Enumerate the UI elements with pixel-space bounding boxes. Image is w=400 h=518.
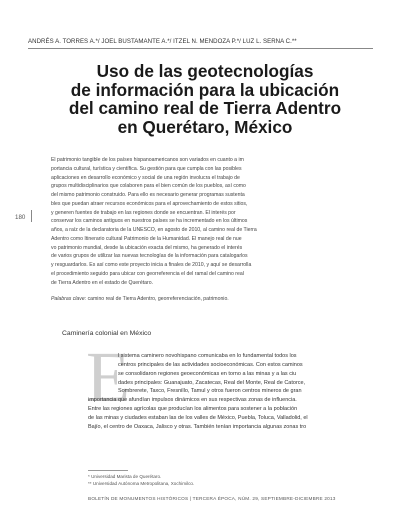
- abstract-line: El patrimonio tangible de los países hispanoamericanos son variados en cuanto a im: [51, 157, 244, 163]
- abstract-line: conservar los caminos antiguos en nuestros países se ha incrementado en los últimos: [51, 218, 248, 225]
- footnote: * Universidad Marista de Querétaro.: [88, 474, 162, 479]
- article-title: [40, 62, 370, 136]
- body-line: centros principales de las actividades socioeconómicas. Con estos caminos: [118, 361, 303, 368]
- keywords-label: Palabras clave:: [51, 296, 87, 302]
- abstract-line: aplicaciones en desarrollo económico y social de una región involucra el trabajo de: [51, 174, 240, 181]
- body-line: importancia que afundían impulsos dinámicos en sus respectivas zonas de influencia.: [88, 397, 297, 404]
- body-line: dades principales: Guanajuato, Zacatecas, Real del Monte, Real de Catorce,: [118, 379, 306, 386]
- body-line: Entre las regiones agrícolas que producían los alimentos para sostener a la población: [88, 406, 298, 413]
- keywords-text: camino real de Tierra Adentro, georreferenciación, patrimonio.: [86, 296, 229, 302]
- abstract-paragraph: [51, 156, 324, 287]
- page-number-marker: [31, 210, 32, 222]
- abstract-line: el procedimiento seguido para ubicar con georreferencia el del ramal del camino real: [51, 270, 244, 277]
- body-line: se consolidaron regiones geoeconómicas en torno a las minas y a las ciu: [118, 370, 297, 377]
- body-line: de las minas y ciudades estaban las de los valles de México, Puebla, Toluca, Valladolid, el: [88, 414, 308, 421]
- body-line: l sistema caminero novohispano comunicaba en lo fundamental todos los: [118, 353, 297, 359]
- page-number: 180: [15, 214, 26, 221]
- footnote-rule: [88, 470, 128, 471]
- abstract-line: vo patrimonio mundial, desde la ubicación exacta del mismo, ha generado el interés: [51, 244, 243, 251]
- abstract-line: de varios grupos de utilizar las nuevas tecnologías de la información para catalogarlos: [51, 253, 248, 260]
- abstract: [51, 156, 324, 287]
- title-line: de información para la ubicación: [70, 79, 340, 100]
- keywords: [51, 296, 341, 302]
- abstract-line: de Tierra Adentro en el estado de Querétaro.: [51, 279, 154, 286]
- header-rule: [28, 48, 373, 49]
- title-line: Uso de las geotecnologías: [96, 61, 314, 81]
- abstract-line: y resguardarlos. Es así como este proyecto inicia a finales de 2010, y aquí se desarrolla: [51, 262, 252, 268]
- journal-footer: BOLETÍN DE MONUMENTOS HISTÓRICOS | TERCERA ÉPOCA, NÚM. 29, SEPTIEMBRE-DICIEMBRE 2013: [88, 496, 336, 501]
- abstract-line: portancia cultural, turística y científica. Su gestión para que cumpla con las posibles: [51, 165, 242, 172]
- abstract-line: Adentro como Itinerario cultural Patrimonio de la Humanidad. El manejo real de nue: [51, 235, 242, 242]
- title-line: del camino real de Tierra Adentro: [68, 98, 342, 118]
- abstract-line: años, a raíz de la declaratoria de la UNESCO, en agosto de 2010, al camino real de Tierra: [51, 227, 257, 233]
- article-authors: ANDRÉS A. TORRES A.*/ JOEL BUSTAMANTE A.*/ ITZEL N. MENDOZA P.*/ LUZ L. SERNA C.**: [28, 38, 297, 45]
- body-text: [88, 352, 388, 432]
- abstract-line: y generen fuentes de trabajo en las regiones donde se encuentran. El interés por: [51, 209, 236, 216]
- body-line: Sombrerete, Taxco, Fresnillo, Tamul y otros fueron centros mineros de gran: [118, 388, 302, 395]
- title-line: en Querétaro, México: [117, 116, 293, 137]
- section-heading: Caminería colonial en México: [62, 330, 152, 337]
- abstract-line: grupos multidisciplinarios que colaboren para el bien común de los pueblos, así como: [51, 183, 246, 190]
- body-line: Bajío, el centro de Oaxaca, Jalisco y otras. También tenían importancia algunas zonas tro: [88, 423, 307, 430]
- abstract-line: bles que puedan atraer recursos económicos para el aprovechamiento de estos sitios,: [51, 200, 248, 207]
- footnotes: [88, 473, 194, 487]
- drop-cap: E: [86, 337, 130, 417]
- footnote: ** Universidad Autónoma Metropolitana, Xochimilco.: [88, 481, 195, 486]
- abstract-line: del mismo patrimonio construido. Para ello es necesario generar programas sustenta: [51, 192, 245, 198]
